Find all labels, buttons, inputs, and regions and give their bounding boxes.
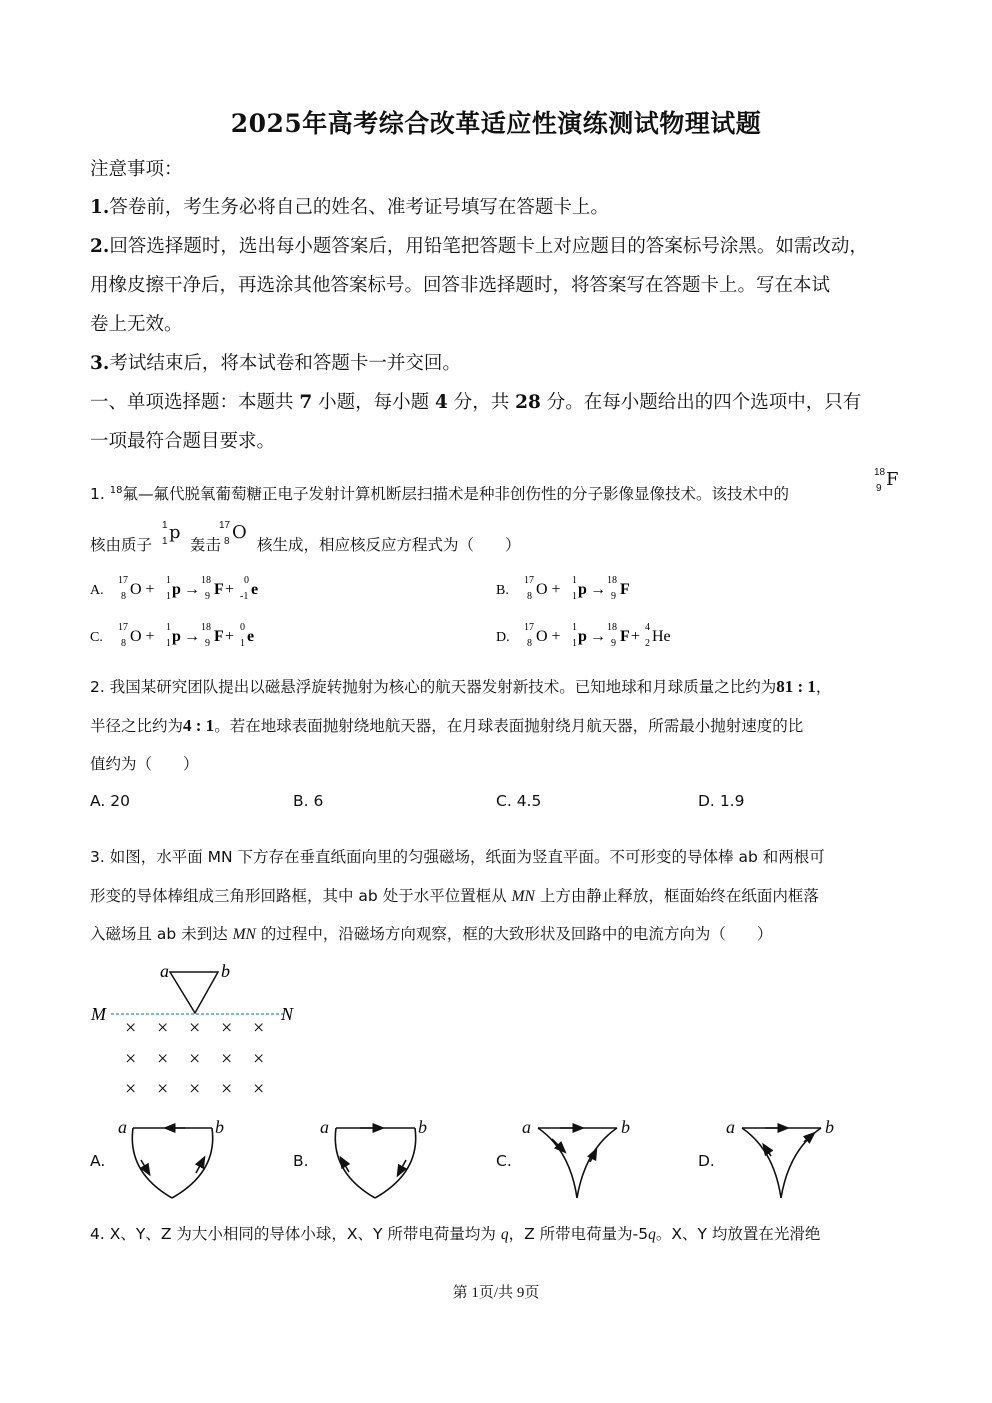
svg-text:×: × (125, 1017, 137, 1039)
notice-item-2-line1: 2.回答选择题时，选出每小题答案后，用铅笔把答题卡上对应题目的答案标号涂黑。如需改动， (90, 236, 868, 257)
svg-text:×: × (253, 1048, 265, 1070)
svg-text:b: b (621, 1117, 630, 1137)
svg-text:1: 1 (166, 638, 171, 649)
svg-text:a: a (320, 1117, 329, 1137)
svg-text:1: 1 (166, 622, 171, 633)
svg-text:p: p (172, 628, 181, 645)
q1-option-b-equation (524, 575, 630, 602)
svg-text:O +: O + (130, 628, 155, 645)
svg-text:b: b (825, 1117, 834, 1137)
svg-text:He: He (652, 628, 671, 645)
section1-line2: 一项最符合题目要求。 (90, 431, 276, 452)
fig-label-a: a (160, 961, 169, 981)
q2-option-c: C. 4.5 (496, 792, 542, 810)
svg-text:+: + (225, 628, 235, 645)
section1-line1: 一、单项选择题：本题共 7 小题，每小题 4 分，共 28 分。在每小题给出的四个选项中，只有 (90, 392, 862, 413)
svg-text:18: 18 (201, 575, 211, 586)
svg-text:17: 17 (524, 575, 534, 586)
q3-option-a-figure (118, 1117, 224, 1198)
svg-text:17: 17 (118, 622, 128, 633)
svg-text:0: 0 (240, 622, 245, 633)
q3-line3: 入磁场且 ab 未到达 MN 的过程中，沿磁场方向观察，框的大致形状及回路中的电流方向为（ ） (90, 925, 773, 943)
svg-text:×: × (125, 1078, 137, 1100)
svg-text:→: → (590, 581, 606, 598)
svg-text:×: × (253, 1017, 265, 1039)
q2-option-d: D. 1.9 (698, 792, 745, 810)
svg-text:O +: O + (536, 581, 561, 598)
svg-text:a: a (726, 1117, 735, 1137)
svg-text:×: × (125, 1048, 137, 1070)
svg-text:1: 1 (166, 591, 171, 602)
svg-text:b: b (215, 1117, 224, 1137)
svg-text:×: × (157, 1017, 169, 1039)
svg-text:e: e (251, 581, 259, 598)
q3-option-c-figure (522, 1117, 630, 1198)
svg-text:O +: O + (536, 628, 561, 645)
svg-text:→: → (590, 628, 606, 645)
svg-text:→: → (184, 628, 200, 645)
svg-text:F: F (214, 581, 224, 598)
svg-text:F: F (214, 628, 224, 645)
notice-heading: 注意事项： (90, 159, 183, 180)
svg-text:F: F (620, 581, 630, 598)
svg-text:18: 18 (201, 622, 211, 633)
q3-figure (85, 955, 315, 1105)
svg-text:9: 9 (611, 638, 616, 649)
svg-text:×: × (221, 1048, 233, 1070)
svg-text:p: p (578, 581, 587, 598)
q1-options (0, 565, 992, 665)
svg-text:18: 18 (607, 622, 617, 633)
q3-option-b-figure (320, 1117, 427, 1198)
svg-text:4: 4 (645, 622, 650, 633)
q4-line1: 4. X、Y、Z 为大小相同的导体小球，X、Y 所带电荷量均为 q，Z 所带电荷量为-5q。X、Y 均放置在光滑绝 (90, 1225, 821, 1243)
svg-text:F: F (620, 628, 630, 645)
q1-option-d-equation (524, 622, 671, 649)
svg-text:×: × (221, 1078, 233, 1100)
q1-option-d-label: D. (496, 630, 510, 645)
q2-line1: 2. 我国某研究团队提出以磁悬浮旋转抛射为核心的航天器发射新技术。已知地球和月球质量之比约为81 : 1， (90, 677, 832, 696)
svg-text:×: × (157, 1048, 169, 1070)
svg-text:-1: -1 (240, 591, 249, 602)
fig-label-n: N (281, 1004, 294, 1024)
svg-text:→: → (184, 581, 200, 598)
svg-text:b: b (418, 1117, 427, 1137)
q2-option-a: A. 20 (90, 792, 130, 810)
q3-option-d-label: D. (698, 1152, 715, 1170)
svg-text:17: 17 (524, 622, 534, 633)
svg-text:+: + (225, 581, 235, 598)
svg-text:17: 17 (118, 575, 128, 586)
notice-item-2-line3: 卷上无效。 (90, 314, 183, 335)
q1-option-a-label: A. (90, 583, 104, 598)
svg-text:×: × (253, 1078, 265, 1100)
page-footer: 第 1页/共 9页 (452, 1285, 540, 1301)
svg-text:p: p (578, 628, 587, 645)
svg-text:×: × (189, 1078, 201, 1100)
svg-text:a: a (118, 1117, 127, 1137)
svg-text:1: 1 (166, 575, 171, 586)
svg-text:×: × (189, 1017, 201, 1039)
q2-line3: 值约为（ ） (90, 755, 199, 773)
svg-text:×: × (221, 1017, 233, 1039)
svg-text:2: 2 (645, 638, 650, 649)
svg-text:1: 1 (240, 638, 245, 649)
svg-text:1: 1 (572, 638, 577, 649)
q3-option-b-label: B. (293, 1152, 309, 1170)
isotope-o17: 17 8 O (219, 520, 247, 547)
svg-text:+: + (631, 628, 641, 645)
q1-line1: 1. $^{18}$氟—氟代脱氧葡萄糖正电子发射计算机断层扫描术是种非创伤性的分子影像显像技术。该技术中的 (90, 484, 789, 503)
q1-option-c-label: C. (90, 630, 103, 645)
fig-label-m: M (91, 1004, 106, 1024)
page-title: 2025年高考综合改革适应性演练测试物理试题 (230, 109, 762, 138)
q3-option-c-label: C. (496, 1152, 512, 1170)
isotope-f18: 18 9 F (874, 467, 899, 494)
svg-text:O +: O + (130, 581, 155, 598)
svg-text:1: 1 (572, 591, 577, 602)
q2-option-b: B. 6 (293, 792, 324, 810)
svg-text:0: 0 (244, 575, 249, 586)
svg-text:1: 1 (572, 575, 577, 586)
svg-text:1: 1 (572, 622, 577, 633)
svg-text:18: 18 (607, 575, 617, 586)
svg-text:8: 8 (121, 638, 126, 649)
q1-line2: 核由质子 轰击 核生成，相应核反应方程式为（ ） (90, 536, 521, 554)
notice-item-1: 1.答卷前，考生务必将自己的姓名、准考证号填写在答题卡上。 (90, 197, 609, 218)
triangle-frame (170, 972, 218, 1013)
fig-label-b: b (221, 961, 230, 981)
magnetic-field-crosses (125, 1017, 264, 1100)
q3-option-d-figure (726, 1117, 834, 1198)
svg-text:e: e (247, 628, 255, 645)
svg-text:8: 8 (527, 591, 532, 602)
isotope-p1: 1 1 p (162, 520, 181, 547)
svg-text:×: × (157, 1078, 169, 1100)
svg-text:9: 9 (611, 591, 616, 602)
q1-option-b-label: B. (496, 583, 509, 598)
svg-text:9: 9 (205, 591, 210, 602)
svg-text:×: × (189, 1048, 201, 1070)
svg-text:p: p (172, 581, 181, 598)
q3-line1: 3. 如图，水平面 MN 下方存在垂直纸面向里的匀强磁场，纸面为竖直平面。不可形变的导体棒 ab 和两根可 (90, 848, 825, 866)
svg-text:9: 9 (205, 638, 210, 649)
q3-options-figures (0, 1110, 992, 1210)
svg-text:a: a (522, 1117, 531, 1137)
notice-item-3: 3.考试结束后，将本试卷和答题卡一并交回。 (90, 353, 461, 374)
q3-option-a-label: A. (90, 1152, 106, 1170)
q1-option-c-equation (118, 622, 254, 649)
svg-text:8: 8 (121, 591, 126, 602)
q3-line2: 形变的导体棒组成三角形回路框，其中 ab 处于水平位置框从 MN 上方由静止释放，框面始终在纸面内框落 (90, 887, 819, 905)
q2-line2: 半径之比约为4 : 1。若在地球表面抛射绕地航天器，在月球表面抛射绕月航天器，所需最小抛射速度的比 (90, 716, 804, 735)
svg-text:8: 8 (527, 638, 532, 649)
notice-item-2-line2: 用橡皮擦干净后，再选涂其他答案标号。回答非选择题时，将答案写在答题卡上。写在本试 (90, 275, 831, 296)
q1-option-a-equation (118, 575, 258, 602)
